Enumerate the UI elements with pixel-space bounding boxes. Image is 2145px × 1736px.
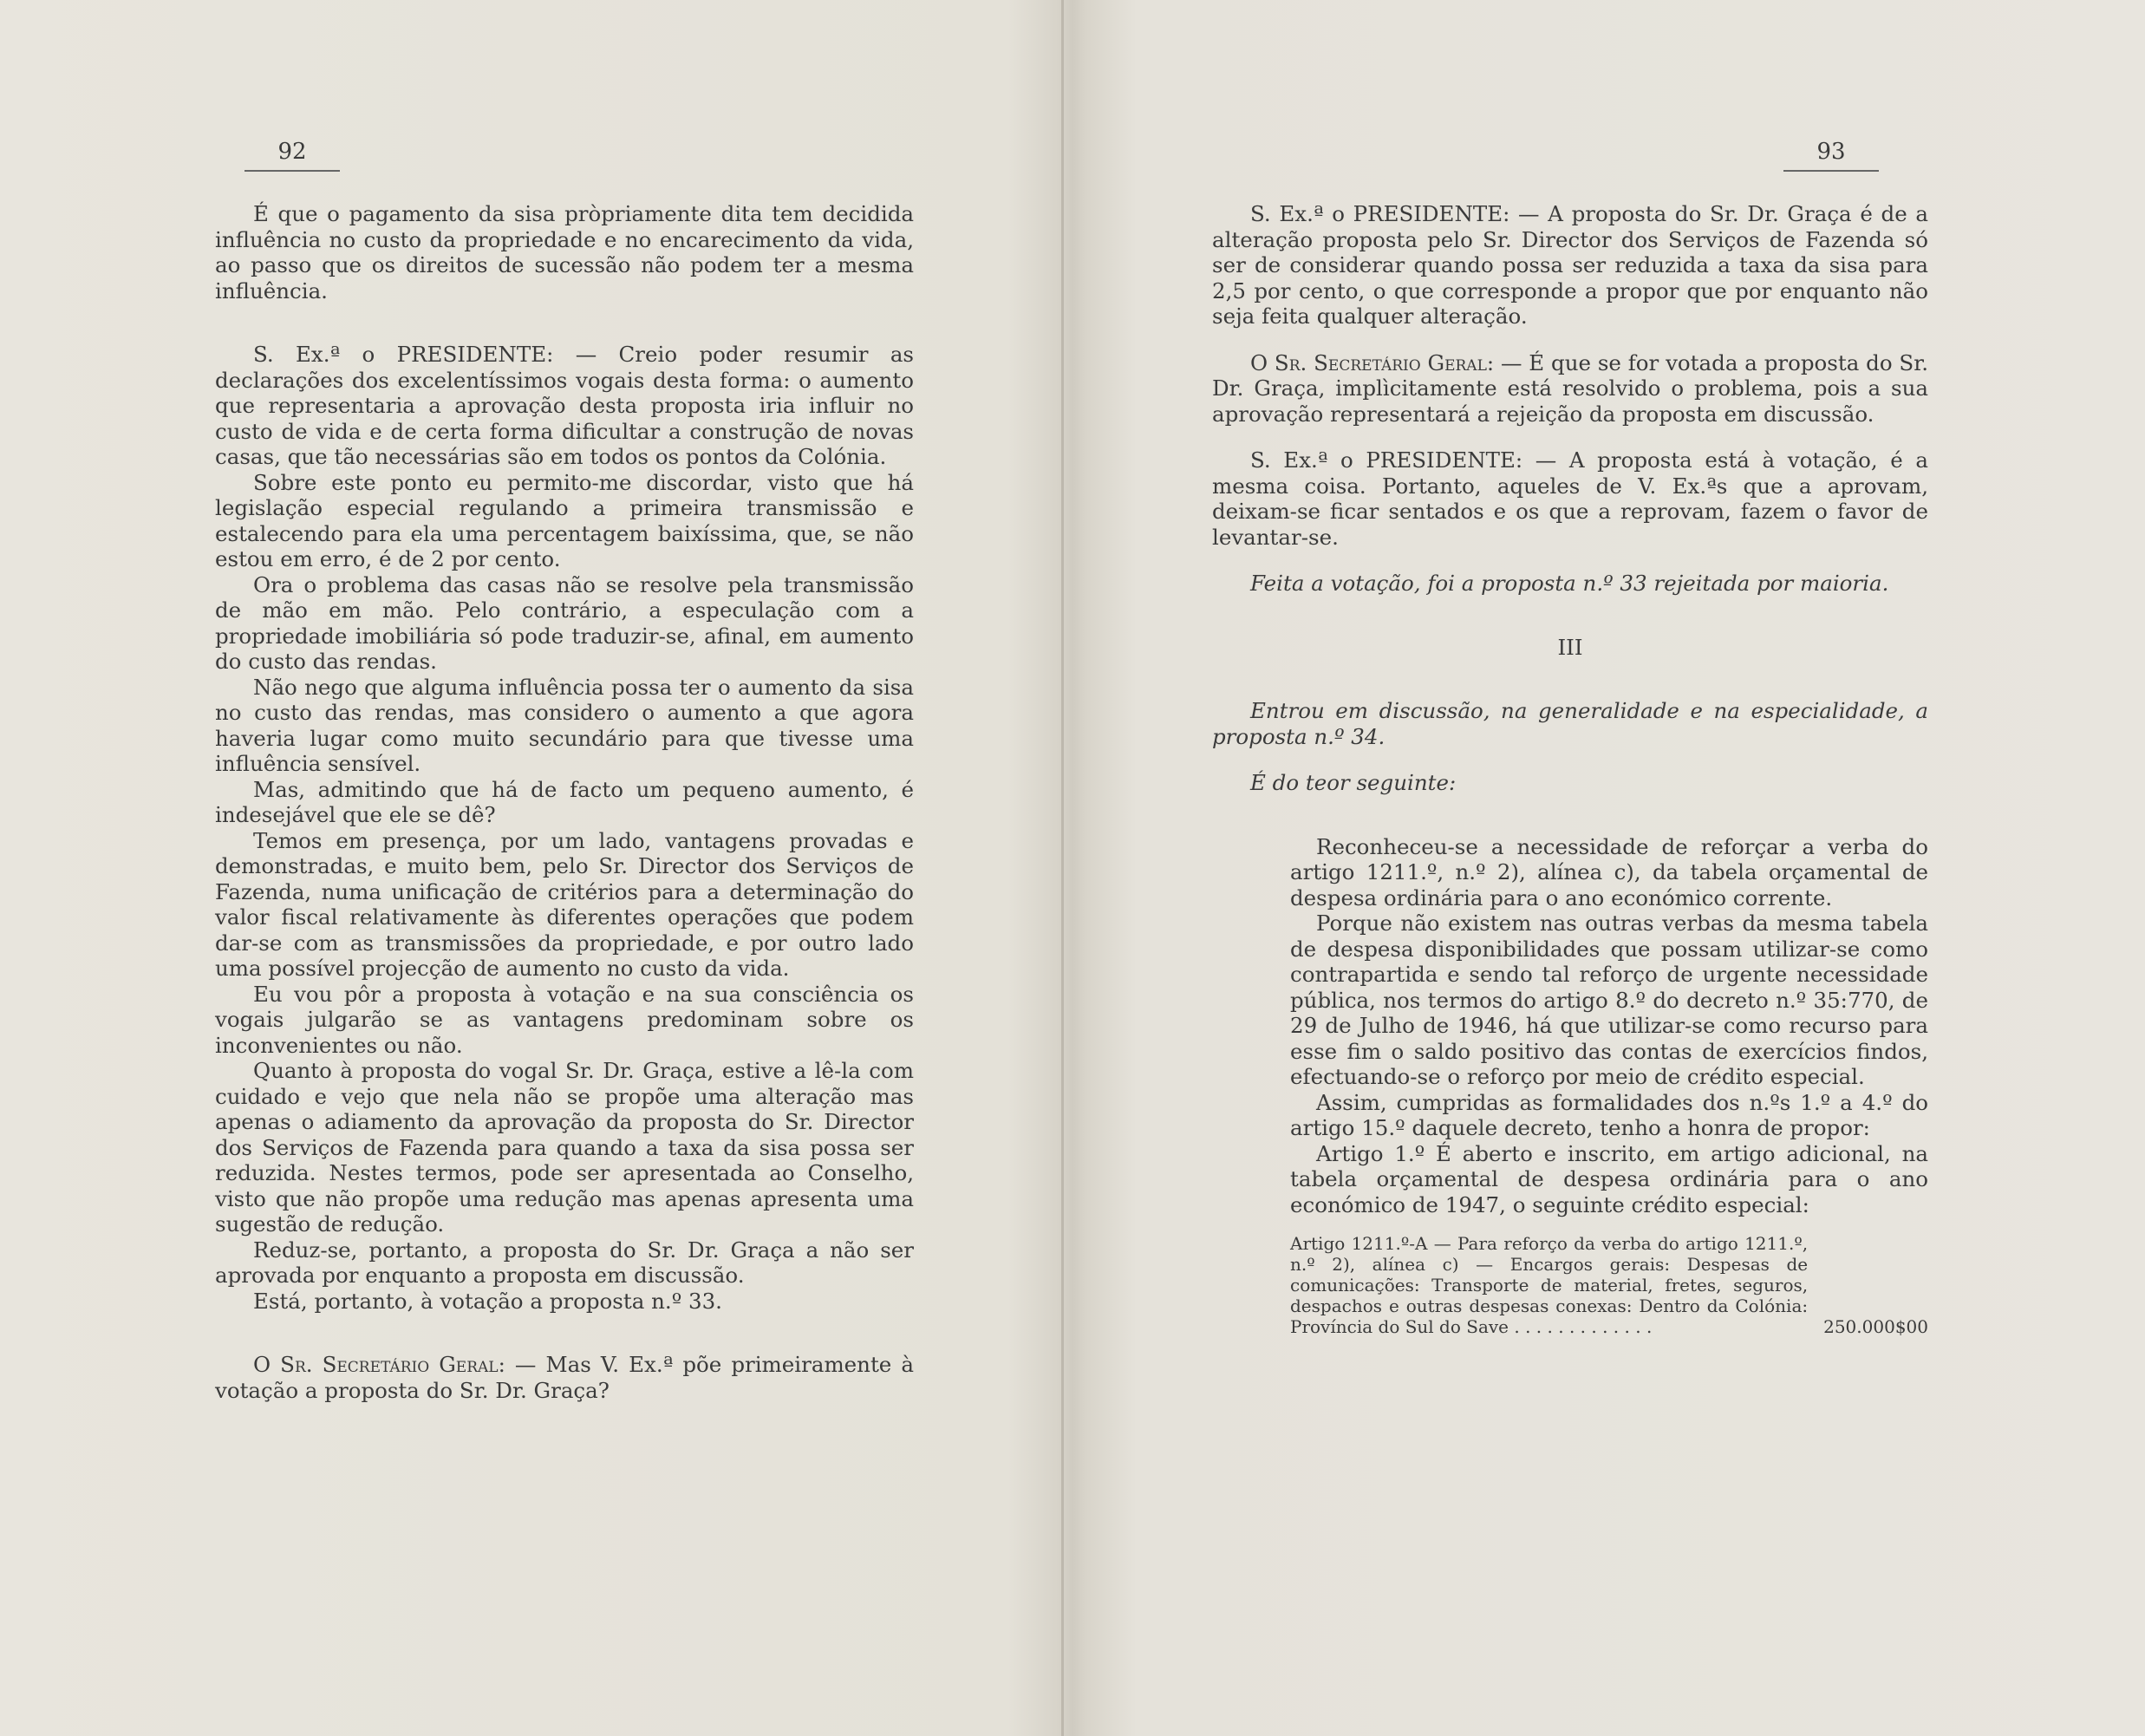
- vote-result: Feita a votação, foi a proposta n.º 33 rejeitada por maioria.: [1250, 571, 1889, 596]
- discussion-intro: Entrou em discussão, na generalidade e na especialidade, a proposta n.º 34.: [1212, 698, 1928, 749]
- paragraph: Porque não existem nas outras verbas da mesma tabela de despesa disponibilidades que possam utilizar-se como contrapartida e sendo tal reforço de urgente necessidade pública, nos termos do artigo 8.º do decreto n.º 35:770, de 29 de Julho de 1946, há que utilizar-se como recurso para esse fim o saldo positivo das contas de exercícios findos, efectuando-se o reforço por meio de crédito especial.: [1290, 910, 1928, 1089]
- president-statement: S. Ex.ª o PRESIDENTE: — A proposta está à votação, é a mesma coisa. Portanto, aqueles de V. Ex.ªs que a aprovam, deixam-se ficar sentados e os que a reprovam, fazem o favor de levantar-se.: [1212, 447, 1928, 550]
- speech-text: — Mas V. Ex.ª põe primeiramente à votação a proposta do Sr. Dr. Graça?: [215, 1352, 914, 1403]
- line-item-amount: 250.000$00: [1823, 1316, 1928, 1337]
- page-number-right: 93: [1783, 139, 1879, 172]
- secretary-statement: [1212, 350, 1928, 427]
- page-number-left: 92: [244, 139, 340, 172]
- right-page: [1064, 0, 2145, 1736]
- paragraph: Não nego que alguma influência possa ter o aumento da sisa no custo das rendas, mas considero o aumento a que agora haveria lugar como muito secundário para que tivesse uma influência sensível.: [215, 674, 914, 776]
- right-page-body: [1212, 201, 1928, 1337]
- budget-line-item: [1290, 1233, 1928, 1337]
- paragraph: Reduz-se, portanto, a proposta do Sr. Dr. Graça a não ser aprovada por enquanto a proposta em discussão.: [215, 1237, 914, 1288]
- left-page-body: [215, 201, 914, 1403]
- left-page: [0, 0, 1064, 1736]
- paragraph: Sobre este ponto eu permito-me discordar, visto que há legislação especial regulando a primeira transmissão e estalecendo para ela uma percentagem baixíssima, que, se não estou em erro, é de 2 por cento.: [215, 469, 914, 571]
- paragraph: S. Ex.ª o PRESIDENTE: — Creio poder resumir as declarações dos excelentíssimos vogais desta forma: o aumento que representaria a aprovação desta proposta iria influir no custo de vida e de certa forma dificultar a construção de novas casas, que tão necessárias são em todos os pontos da Colónia.: [215, 342, 914, 469]
- speech-text: — É que se for votada a proposta do Sr. Dr. Graça, implìcitamente está resolvido o problema, pois a sua aprovação representará a rejeição da proposta em discussão.: [1212, 349, 1928, 427]
- paragraph: É que o pagamento da sisa pròpriamente dita tem decidida influência no custo da propriedade e no encarecimento da vida, ao passo que os direitos de sucessão não podem ter a mesma influência.: [215, 201, 914, 303]
- content-intro: É do teor seguinte:: [1250, 770, 1457, 795]
- speaker-name: O Sr. Secretário Geral:: [253, 1352, 505, 1377]
- paragraph: Eu vou pôr a proposta à votação e na sua consciência os vogais julgarão se as vantagens predominam sobre os inconvenientes ou não.: [215, 981, 914, 1058]
- paragraph: Reconheceu-se a necessidade de reforçar a verba do artigo 1211.º, n.º 2), alínea c), da tabela orçamental de despesa ordinária para o ano económico corrente.: [1290, 833, 1928, 910]
- paragraph: Quanto à proposta do vogal Sr. Dr. Graça, estive a lê-la com cuidado e vejo que nela não se propõe uma alteração mas apenas o adiamento da aprovação da proposta do Sr. Director dos Serviços de Fazenda para quando a taxa da sisa possa ser reduzida. Nestes termos, pode ser apresentada ao Conselho, visto que não propõe uma redução mas apenas apresenta uma sugestão de redução.: [215, 1058, 914, 1237]
- paragraph: Ora o problema das casas não se resolve pela transmissão de mão em mão. Pelo contrário, a especulação com a propriedade imobiliária só pode traduzir-se, afinal, em aumento do custo das rendas.: [215, 571, 914, 674]
- paragraph: Assim, cumpridas as formalidades dos n.ºs 1.º a 4.º do artigo 15.º daquele decreto, tenho a honra de propor:: [1290, 1089, 1928, 1140]
- line-item-text: Artigo 1211.º-A — Para reforço da verba do artigo 1211.º, n.º 2), alínea c) — Encargos gerais: Despesas de comunicações: Transporte de material, fretes, seguros, despachos e outras despesas conexas: Dentro da Colónia: Província do Sul do Save . . . . . . . . . . . . .: [1290, 1233, 1809, 1337]
- paragraph: Está, portanto, à votação a proposta n.º 33.: [253, 1288, 722, 1314]
- speaker-name: O Sr. Secretário Geral:: [1250, 349, 1495, 375]
- paragraph: Artigo 1.º É aberto e inscrito, em artigo adicional, na tabela orçamental de despesa ordinária para o ano económico de 1947, o seguinte crédito especial:: [1290, 1140, 1928, 1217]
- section-heading: III: [1557, 634, 1583, 660]
- president-statement: S. Ex.ª o PRESIDENTE: — A proposta do Sr. Dr. Graça é de a alteração proposta pelo Sr. Director dos Serviços de Fazenda só ser de considerar quando possa ser reduzida a taxa da sisa para 2,5 por cento, o que corresponde a propor que por enquanto não seja feita qualquer alteração.: [1212, 201, 1928, 329]
- secretary-statement: [215, 1352, 914, 1403]
- paragraph: Temos em presença, por um lado, vantagens provadas e demonstradas, e muito bem, pelo Sr. Director dos Serviços de Fazenda, numa unificação de critérios para a determinação do valor fiscal relativamente às diferentes operações que podem dar-se com as transmissões da propriedade, e por outro lado uma possível projecção de aumento no custo da vida.: [215, 827, 914, 981]
- proposal-text: [1290, 834, 1928, 1218]
- paragraph: Mas, admitindo que há de facto um pequeno aumento, é indesejável que ele se dê?: [215, 776, 914, 827]
